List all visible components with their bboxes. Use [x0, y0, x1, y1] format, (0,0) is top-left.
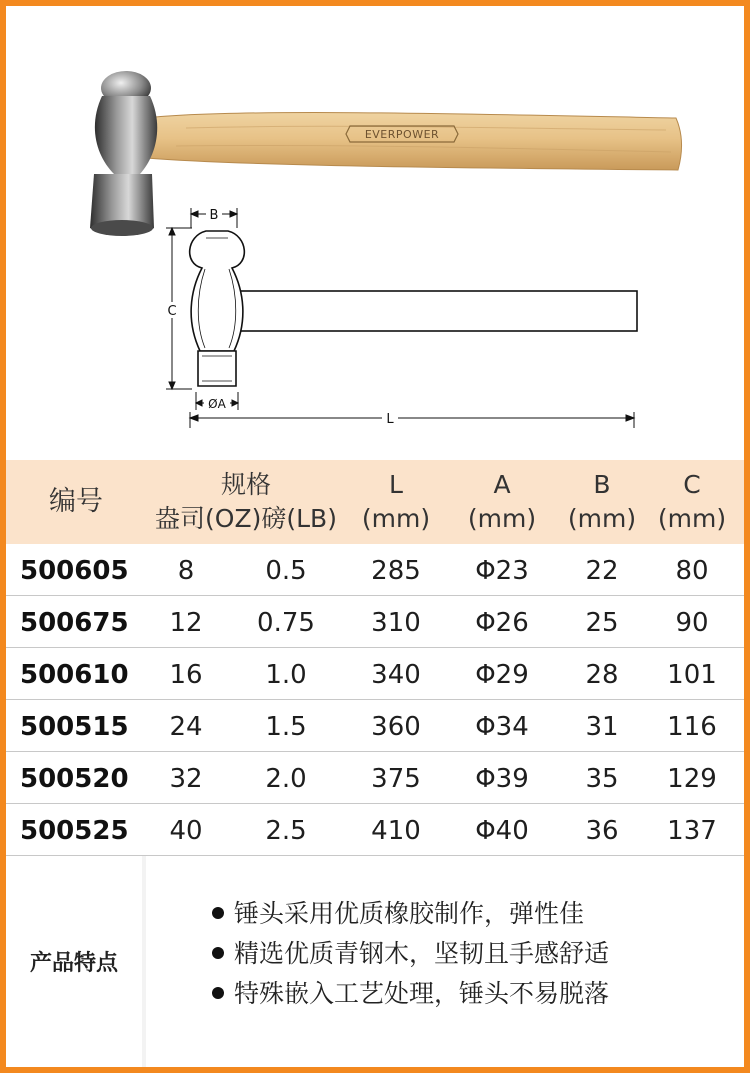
cell-oz: 40 [169, 816, 203, 846]
bullet-icon [212, 907, 224, 919]
feature-item [212, 974, 609, 1014]
cell-code: 500605 [20, 556, 129, 586]
features-label: 产品特点 [6, 856, 146, 1067]
cell-oz: 8 [177, 556, 195, 586]
header-b-line2: (mm) [567, 504, 637, 533]
cell-code: 500675 [20, 608, 129, 638]
cell-l: 375 [371, 764, 421, 794]
cell-lb: 1.0 [265, 660, 307, 690]
feature-text: 精选优质青钢木，坚韧且手感舒适 [234, 939, 610, 968]
cell-oz: 16 [169, 660, 203, 690]
dim-label-b: B [209, 208, 219, 223]
header-spec-line2: 盎司(OZ)磅(LB) [155, 504, 337, 533]
cell-l: 310 [371, 608, 421, 638]
cell-c: 129 [667, 764, 717, 794]
cell-c: 90 [675, 608, 709, 638]
cell-c: 80 [675, 556, 709, 586]
header-a [460, 460, 544, 544]
cell-a: Φ39 [475, 764, 529, 794]
cell-l: 360 [371, 712, 421, 742]
cell-b: 35 [585, 764, 619, 794]
header-code [26, 460, 126, 544]
cell-a: Φ23 [475, 556, 529, 586]
table-row [6, 596, 744, 648]
feature-item [212, 934, 609, 974]
cell-lb: 2.5 [265, 816, 307, 846]
bullet-icon [212, 987, 224, 999]
header-c-line1: C [683, 470, 701, 499]
dim-label-c: C [167, 304, 177, 319]
header-c-line2: (mm) [657, 504, 727, 533]
dim-label-l: L [386, 412, 394, 427]
header-b-line1: B [593, 470, 611, 499]
header-a-line2: (mm) [467, 504, 537, 533]
page-frame [6, 6, 744, 1067]
cell-b: 28 [585, 660, 619, 690]
header-code-label: 编号 [49, 486, 103, 517]
hammer-head [90, 71, 157, 236]
features-section [6, 856, 744, 1067]
product-area [6, 6, 744, 456]
cell-b: 22 [585, 556, 619, 586]
cell-code: 500610 [20, 660, 129, 690]
cell-c: 101 [667, 660, 717, 690]
table-row [6, 648, 744, 700]
header-b [562, 460, 642, 544]
cell-lb: 1.5 [265, 712, 307, 742]
cell-code: 500525 [20, 816, 129, 846]
header-l-line2: (mm) [361, 504, 431, 533]
hammer-illustration [6, 6, 744, 456]
cell-code: 500515 [20, 712, 129, 742]
table-row [6, 544, 744, 596]
cell-a: Φ26 [475, 608, 529, 638]
header-l [356, 460, 436, 544]
cell-lb: 2.0 [265, 764, 307, 794]
cell-a: Φ34 [475, 712, 529, 742]
header-spec [146, 460, 346, 544]
cell-lb: 0.75 [257, 608, 315, 638]
cell-oz: 24 [169, 712, 203, 742]
feature-item [212, 894, 609, 934]
cell-a: Φ40 [475, 816, 529, 846]
header-spec-line1: 规格 [220, 470, 271, 499]
cell-l: 285 [371, 556, 421, 586]
cell-oz: 12 [169, 608, 203, 638]
header-a-line1: A [493, 470, 511, 499]
feature-text: 特殊嵌入工艺处理，锤头不易脱落 [234, 979, 610, 1008]
cell-l: 340 [371, 660, 421, 690]
cell-c: 116 [667, 712, 717, 742]
cell-code: 500520 [20, 764, 129, 794]
feature-text: 锤头采用优质橡胶制作，弹性佳 [234, 899, 585, 928]
table-row [6, 752, 744, 804]
cell-l: 410 [371, 816, 421, 846]
dim-label-a: ØA [208, 397, 226, 411]
cell-lb: 0.5 [265, 556, 307, 586]
cell-b: 25 [585, 608, 619, 638]
spec-table-header [6, 460, 744, 544]
cell-b: 31 [585, 712, 619, 742]
table-row [6, 700, 744, 752]
cell-b: 36 [585, 816, 619, 846]
bullet-icon [212, 947, 224, 959]
dimension-drawing [190, 231, 637, 386]
hammer-handle [146, 113, 682, 170]
cell-c: 137 [667, 816, 717, 846]
table-row [6, 804, 744, 856]
brand-text: EVERPOWER [364, 128, 440, 141]
features-list [212, 894, 609, 1014]
header-l-line1: L [389, 470, 403, 499]
header-c [650, 460, 734, 544]
cell-a: Φ29 [475, 660, 529, 690]
cell-oz: 32 [169, 764, 203, 794]
